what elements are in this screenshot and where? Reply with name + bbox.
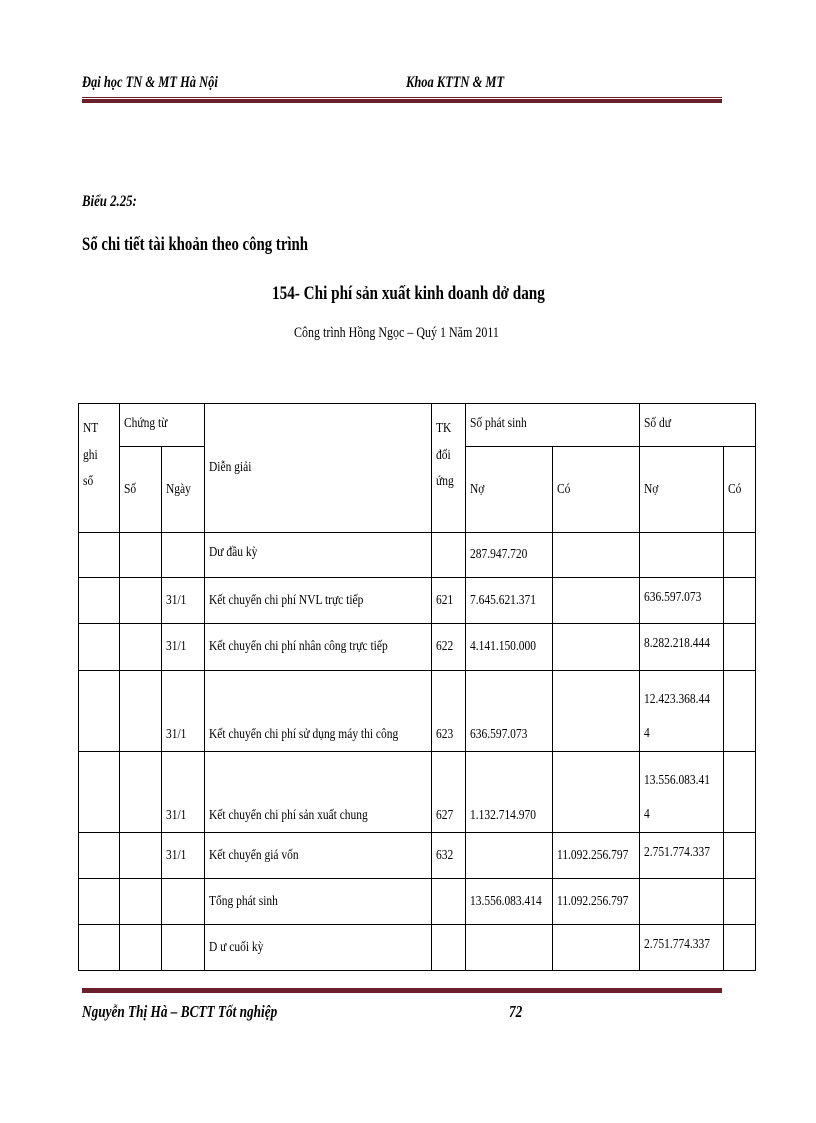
header-du-co: Có bbox=[724, 447, 756, 533]
cell-dien-giai: Dư đầu kỳ bbox=[205, 533, 432, 578]
cell-tk bbox=[432, 533, 466, 578]
cell-du-no-l1: 12.423.368.44 bbox=[644, 692, 711, 707]
cell-dien-giai: Kết chuyển chi phí NVL trực tiếp bbox=[205, 578, 432, 624]
cell-du-no bbox=[640, 752, 724, 833]
cell-du-no: 8.282.218.444 bbox=[640, 624, 724, 671]
table-row bbox=[79, 925, 756, 971]
header-nt bbox=[79, 404, 120, 533]
table-row bbox=[79, 752, 756, 833]
table-row bbox=[79, 578, 756, 624]
cell-dien-giai: D ư cuối kỳ bbox=[205, 925, 432, 971]
figure-label: Biểu 2.25: bbox=[82, 193, 137, 210]
cell-ps-no: 4.141.150.000 bbox=[466, 624, 553, 671]
cell-ps-no bbox=[466, 925, 553, 971]
page-number: 72 bbox=[509, 1002, 523, 1021]
table-row bbox=[79, 533, 756, 578]
cell-ps-co bbox=[553, 624, 640, 671]
cell-ps-co bbox=[553, 925, 640, 971]
cell-ngay: 31/1 bbox=[162, 624, 205, 671]
header-nt-l3: sổ bbox=[83, 474, 94, 490]
table-row bbox=[79, 624, 756, 671]
header-tk-l1: TK bbox=[436, 421, 452, 436]
cell-du-no: 2.751.774.337 bbox=[640, 833, 724, 879]
cell-du-no bbox=[640, 671, 724, 752]
header-university: Đại học TN & MT Hà Nội bbox=[82, 74, 218, 91]
cell-tk: 622 bbox=[432, 624, 466, 671]
cell-du-co bbox=[724, 925, 756, 971]
cell-du-no bbox=[640, 533, 724, 578]
cell-du-no: 636.597.073 bbox=[640, 578, 724, 624]
cell-ps-no: 287.947.720 bbox=[466, 533, 553, 578]
table-row bbox=[79, 879, 756, 925]
cell-tk bbox=[432, 925, 466, 971]
cell-ps-no: 7.645.621.371 bbox=[466, 578, 553, 624]
cell-dien-giai: Kết chuyển chi phí nhân công trực tiếp bbox=[205, 624, 432, 671]
cell-ps-no: 13.556.083.414 bbox=[466, 879, 553, 925]
cell-ngay bbox=[162, 879, 205, 925]
cell-tk: 623 bbox=[432, 671, 466, 752]
cell-ngay: 31/1 bbox=[162, 671, 205, 752]
cell-du-no bbox=[640, 879, 724, 925]
header-tk-l2: đối bbox=[436, 447, 451, 463]
header-ps-co: Có bbox=[553, 447, 640, 533]
header-rule bbox=[82, 97, 722, 103]
project-subtitle: Công trình Hồng Ngọc – Quý 1 Năm 2011 bbox=[294, 325, 499, 341]
cell-du-no-l2: 4 bbox=[644, 807, 650, 822]
cell-du-co bbox=[724, 578, 756, 624]
header-so-du: Số dư bbox=[640, 404, 756, 447]
cell-ps-co bbox=[553, 578, 640, 624]
cell-tk: 621 bbox=[432, 578, 466, 624]
header-tk bbox=[432, 404, 466, 533]
header-chung-tu: Chứng từ bbox=[120, 404, 205, 447]
cell-ps-no bbox=[466, 833, 553, 879]
cell-du-no: 2.751.774.337 bbox=[640, 925, 724, 971]
cell-ps-co bbox=[553, 533, 640, 578]
header-faculty: Khoa KTTN & MT bbox=[406, 74, 505, 91]
cell-ps-co: 11.092.256.797 bbox=[553, 833, 640, 879]
cell-du-co bbox=[724, 879, 756, 925]
cell-tk: 632 bbox=[432, 833, 466, 879]
header-nt-l1: NT bbox=[83, 421, 99, 436]
cell-ngay: 31/1 bbox=[162, 578, 205, 624]
cell-dien-giai: Kết chuyển chi phí sản xuất chung bbox=[205, 752, 432, 833]
cell-tk: 627 bbox=[432, 752, 466, 833]
header-tk-l3: ứng bbox=[436, 474, 454, 490]
cell-du-no-l1: 13.556.083.41 bbox=[644, 773, 711, 788]
header-dien-giai: Diễn giải bbox=[205, 404, 432, 533]
cell-ps-no: 1.132.714.970 bbox=[466, 752, 553, 833]
cell-dien-giai: Kết chuyển chi phí sử dụng máy thi công bbox=[205, 671, 432, 752]
footer-rule bbox=[82, 987, 722, 993]
header-row-1 bbox=[79, 404, 756, 447]
cell-du-no-l2: 4 bbox=[644, 726, 650, 741]
cell-du-co bbox=[724, 533, 756, 578]
cell-ps-co bbox=[553, 671, 640, 752]
cell-ps-no: 636.597.073 bbox=[466, 671, 553, 752]
table-row bbox=[79, 833, 756, 879]
cell-ps-co bbox=[553, 752, 640, 833]
cell-ngay bbox=[162, 925, 205, 971]
header-nt-l2: ghi bbox=[83, 447, 98, 463]
cell-ngay bbox=[162, 533, 205, 578]
header-so: Số bbox=[120, 447, 162, 533]
cell-tk bbox=[432, 879, 466, 925]
cell-dien-giai: Kết chuyển giá vốn bbox=[205, 833, 432, 879]
cell-du-co bbox=[724, 752, 756, 833]
cell-du-co bbox=[724, 671, 756, 752]
cell-du-co bbox=[724, 624, 756, 671]
cell-du-co bbox=[724, 833, 756, 879]
footer-author: Nguyễn Thị Hà – BCTT Tốt nghiệp bbox=[82, 1002, 278, 1021]
cell-ps-co: 11.092.256.797 bbox=[553, 879, 640, 925]
header-du-no: Nợ bbox=[640, 447, 724, 533]
cell-ngay: 31/1 bbox=[162, 833, 205, 879]
account-title: 154- Chi phí sản xuất kinh doanh dở dang bbox=[272, 283, 545, 304]
header-ps-no: Nợ bbox=[466, 447, 553, 533]
cell-ngay: 31/1 bbox=[162, 752, 205, 833]
table-row bbox=[79, 671, 756, 752]
header-ngay: Ngày bbox=[162, 447, 205, 533]
cell-dien-giai: Tổng phát sinh bbox=[205, 879, 432, 925]
ledger-table bbox=[78, 403, 756, 971]
header-so-phat-sinh: Số phát sinh bbox=[466, 404, 640, 447]
section-title: Sổ chi tiết tài khoản theo công trình bbox=[82, 234, 309, 255]
